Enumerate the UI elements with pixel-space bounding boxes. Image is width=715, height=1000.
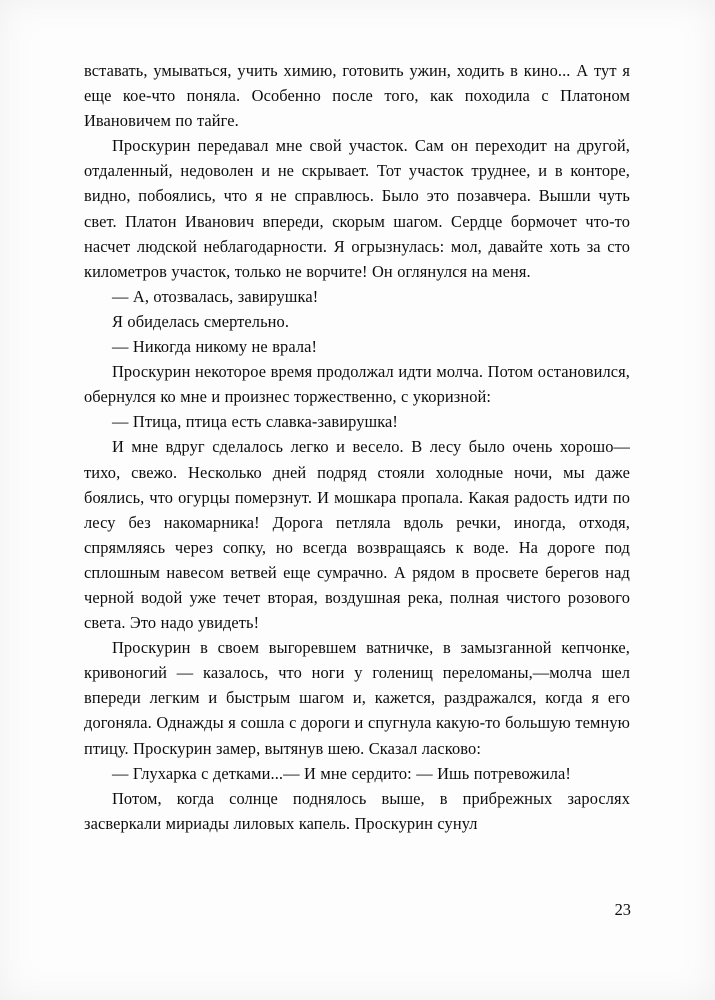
page-number: 23 [614, 900, 631, 919]
paragraph: Проскурин в своем выгоревшем ватничке, в замызганной кепчонке, кривоногий — казалось, что ноги у голенищ переломаны,—молча шел впереди легким и быстрым шагом и, кажется, раздражался, когда я его догоняла. Однажды я сошла с дороги и спугнула какую-то большую темную птицу. Проскурин замер, вытянув шею. Сказал ласково: [84, 638, 630, 758]
dialog-line: — Глухарка с детками...— И мне сердито: — Ишь потревожила! [112, 763, 571, 783]
page-text-body [84, 58, 630, 836]
paragraph: Проскурин передавал мне свой участок. Сам он переходит на другой, отдаленный, недоволен и не скрывает. Тот участок труднее, и в конторе, видно, побоялись, что я не справлюсь. Было это позавчера. Вышли чуть свет. Платон Иванович впереди, скорым шагом. Сердце бормочет что-то насчет людской неблагодарности. Я огрызнулась: мол, давайте хоть за сто километров участок, только не ворчите! Он оглянулся на меня. [84, 136, 630, 281]
dialog-line: — А, отозвалась, завирушка! [112, 286, 319, 306]
paragraph: Проскурин некоторое время продолжал идти молча. Потом остановился, обернулся ко мне и произнес торжественно, с укоризной: [84, 362, 630, 407]
dialog-line: — Никогда никому не врала! [112, 337, 318, 357]
dialog-line: — Птица, птица есть славка-завирушка! [112, 412, 398, 432]
paragraph: Я обиделась смертельно. [112, 311, 290, 331]
paragraph-continuation: вставать, умываться, учить химию, готовить ужин, ходить в кино... А тут я еще кое-что поняла. Особенно после того, как походила с Платоном Ивановичем по тайге. [84, 61, 630, 131]
paragraph: И мне вдруг сделалось легко и весело. В лесу было очень хорошо—тихо, свежо. Несколько дней подряд стояли холодные ночи, мы даже боялись, что огурцы померзнут. И мошкара пропала. Какая радость идти по лесу без накомарника! Дорога петляла вдоль речки, иногда, отходя, спрямляясь через сопку, но всегда возвращаясь к воде. На дороге под сплошным навесом ветвей еще сумрачно. А рядом в просвете берегов над черной водой уже течет вторая, воздушная река, полная чистого розового света. Это надо увидеть! [84, 437, 630, 633]
paragraph: Потом, когда солнце поднялось выше, в прибрежных зарослях засверкали мириады лиловых капель. Проскурин сунул [84, 788, 630, 833]
